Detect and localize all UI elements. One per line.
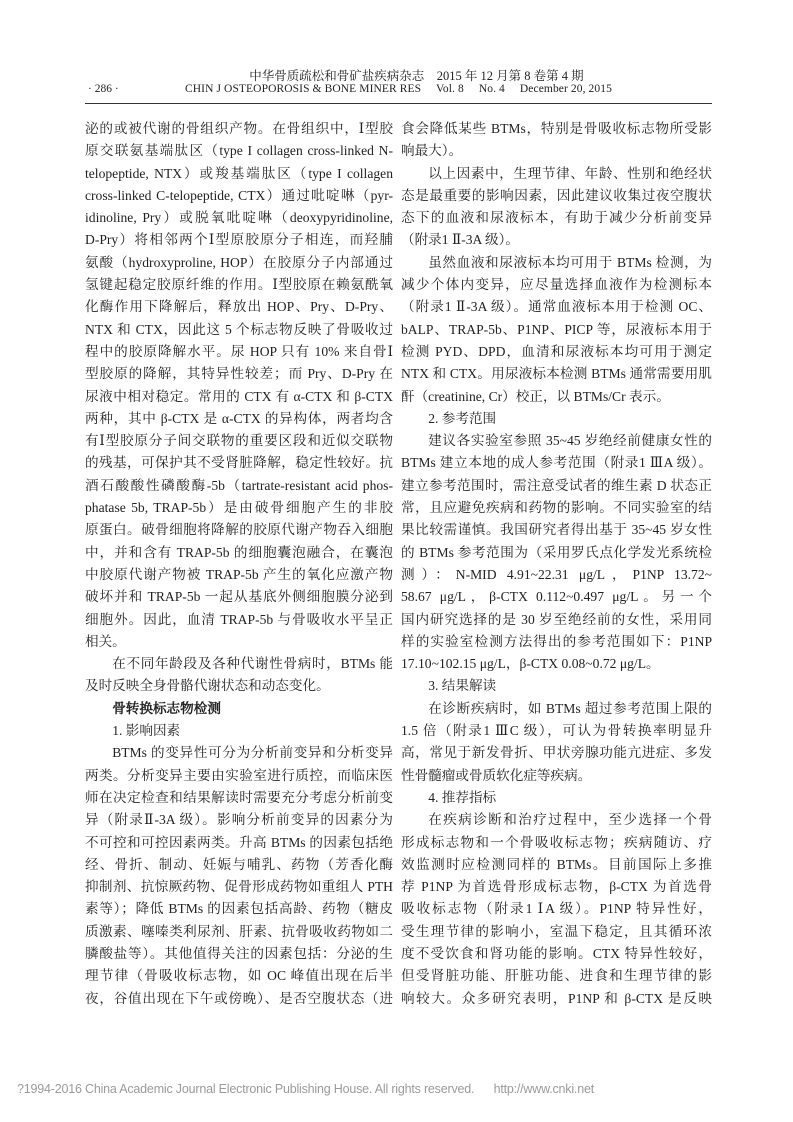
text-line: 原交联氨基端肽区（type I collagen cross-linked N- [85, 143, 393, 159]
text-line: 的 BTMs 参考范围为（采用罗氏点化学发光系统检 [401, 544, 712, 560]
text-line: 吸收标志物（附录1 ⅠA 级）。P1NP 特异性好， [401, 901, 712, 917]
text-line: NTX 和 CTX。用尿液标本检测 BTMs 通常需要用肌 [401, 366, 712, 382]
text-line: 不可控和可控因素两类。升高 BTMs 的因素包括绝 [85, 834, 393, 850]
text-line: D-Pry）将相邻两个Ⅰ型原胶原分子相连，而羟脯 [85, 232, 393, 248]
page-number: · 286 · [88, 83, 119, 95]
text-line: 中胶原代谢产物被 TRAP-5b 产生的氧化应激产物 [85, 566, 393, 582]
text-line: 响较大。众多研究表明，P1NP 和 β-CTX 是反映 [401, 990, 712, 1006]
text-line: 性骨髓瘤或骨质软化症等疾病。 [401, 767, 592, 783]
text-line: BTMs 建立本地的成人参考范围（附录1 ⅢA 级）。 [401, 455, 712, 471]
paragraph [401, 675, 712, 697]
text-line: 质激素、噻嗪类利尿剂、肝素、抗骨吸收药物如二 [85, 923, 393, 939]
text-line: 异（附录Ⅱ-3A 级）。影响分析前变异的因素分为 [85, 812, 393, 828]
text-line: 细胞外。因此，血清 TRAP-5b 与骨吸收水平呈正 [85, 611, 393, 627]
text-line: 荐 P1NP 为首选骨形成标志物，β-CTX 为首选骨 [401, 879, 712, 895]
text-line: （附录1 Ⅱ-3A 级）。 [401, 232, 519, 248]
text-line: 中，并和含有 TRAP-5b 的细胞囊泡融合，在囊泡 [85, 544, 393, 560]
text-line: cross-linked C-telopeptide, CTX）通过吡啶啉（pyr- [85, 187, 393, 203]
text-line: 原蛋白。破骨细胞将降解的胶原代谢产物吞入细胞 [85, 522, 393, 538]
text-line: （附录1 Ⅱ-3A 级）。通常血液标本用于检测 OC、 [401, 299, 712, 315]
text-line: 经、骨折、制动、妊娠与哺乳、药物（芳香化酶 [85, 856, 393, 872]
text-line: 1. 影响因素 [112, 723, 181, 739]
left-column [85, 118, 393, 1010]
text-line: 减少个体内变异，应尽量选择血液作为检测标本 [401, 277, 712, 293]
text-line: 抑制剂、抗惊厥药物、促骨形成药物如重组人 PTH [85, 879, 393, 895]
text-line: 有Ⅰ型胶原分子间交联物的重要区段和近似交联物 [85, 433, 393, 449]
text-line: 受生理节律的影响小，室温下稳定，且其循环浓 [401, 923, 712, 939]
text-line: 测）：N-MID 4.91~22.31 μg/L，P1NP 13.72~ [401, 566, 712, 582]
text-line: bALP、TRAP-5b、P1NP、PICP 等，尿液标本用于 [401, 321, 712, 337]
paragraph [85, 742, 393, 1010]
copyright-notice: ?1994-2016 China Academic Journal Electronic Publishing House. All rights reserved. [17, 1082, 475, 1096]
text-line: 果比较需谨慎。我国研究者得出基于 35~45 岁女性 [401, 522, 712, 538]
text-line: 的残基，可保护其不受肾脏降解，稳定性较好。抗 [85, 455, 393, 471]
paragraph [401, 698, 712, 787]
text-line: 两类。分析变异主要由实验室进行质控，而临床医 [85, 767, 393, 783]
text-line: 效监测时应检测同样的 BTMs。目前国际上多推 [401, 856, 712, 872]
section-heading [85, 698, 393, 720]
text-line: telopeptide, NTX）或羧基端肽区（type I collagen [85, 165, 393, 181]
text-line: 但受肾脏功能、肝脏功能、进食和生理节律的影 [401, 968, 712, 984]
text-line: 氢键起稳定胶原纤维的作用。Ⅰ型胶原在赖氨酰氧 [85, 277, 393, 293]
journal-title-en-line [185, 83, 624, 95]
text-line: 高，常见于新发骨折、甲状旁腺功能亢进症、多发 [401, 745, 712, 761]
text-line: 酐（creatinine, Cr）校正，以 BTMs/Cr 表示。 [401, 388, 670, 404]
issue: No. 4 [478, 83, 505, 95]
text-line: 氨酸（hydroxyproline, HOP）在胶原分子内部通过 [85, 254, 393, 270]
text-line: 夜，谷值出现在下午或傍晚）、是否空腹状态（进 [85, 990, 393, 1006]
paragraph [401, 430, 712, 675]
text-line: 态是最重要的影响因素，因此建议收集过夜空腹状 [401, 187, 712, 203]
text-line: 建议各实验室参照 35~45 岁绝经前健康女性的 [428, 433, 712, 449]
footer [17, 1082, 594, 1096]
text-line: 骨转换标志物检测 [112, 700, 221, 716]
text-line: 以上因素中，生理节律、年龄、性别和绝经状 [428, 165, 712, 181]
text-line: 程中的胶原降解水平。尿 HOP 只有 10% 来自骨Ⅰ [85, 343, 393, 359]
text-line: 酒石酸酸性磷酸酶-5b（tartrate-resistant acid phos- [85, 477, 393, 493]
text-line: 尿液中相对稳定。常用的 CTX 有 α-CTX 和 β-CTX [85, 388, 393, 404]
text-line: 建立参考范围时，需注意受试者的维生素 D 状态正 [401, 477, 712, 493]
text-line: idinoline, Pry）或脱氧吡啶啉（deoxypyridinoline, [85, 210, 393, 226]
text-line: 在诊断疾病时，如 BTMs 超过参考范围上限的 [428, 700, 712, 716]
text-line: 在不同年龄段及各种代谢性骨病时，BTMs 能 [112, 656, 393, 672]
journal-title-en: CHIN J OSTEOPOROSIS & BONE MINER RES [185, 83, 422, 95]
text-line: 国内研究选择的是 30 岁至绝经前的女性，采用同 [401, 611, 712, 627]
text-line: 及时反映全身骨骼代谢状态和动态变化。 [85, 678, 330, 694]
text-line: 4. 推荐指标 [428, 789, 497, 805]
paragraph [401, 118, 712, 163]
text-line: 度不受饮食和肾功能的影响。CTX 特异性较好， [401, 945, 712, 961]
text-line: 3. 结果解读 [428, 678, 497, 694]
volume: Vol. 8 [435, 83, 464, 95]
issue-date: December 20, 2015 [519, 83, 612, 95]
right-column [401, 118, 712, 1010]
text-line: 理节律（骨吸收标志物，如 OC 峰值出现在后半 [85, 968, 393, 984]
paragraph [401, 809, 712, 1010]
text-line: 虽然血液和尿液标本均可用于 BTMs 检测，为 [428, 254, 712, 270]
paragraph [401, 252, 712, 408]
text-line: 2. 参考范围 [428, 410, 497, 426]
text-line: 型胶原的降解，其特异性较差；而 Pry、D-Pry 在 [85, 366, 393, 382]
paragraph [85, 118, 393, 653]
paragraph [401, 787, 712, 809]
source-url[interactable]: http://www.cnki.net [493, 1082, 594, 1096]
text-line: 膦酸盐等）。其他值得关注的因素包括：分泌的生 [85, 945, 393, 961]
text-line: 样的实验室检测方法得出的参考范围如下：P1NP [401, 633, 712, 649]
text-line: 食会降低某些 BTMs，特别是骨吸收标志物所受影 [401, 121, 712, 136]
text-line: 两种，其中 β-CTX 是 α-CTX 的异构体，两者均含 [85, 410, 393, 426]
text-line: BTMs 的变异性可分为分析前变异和分析变异 [112, 745, 393, 761]
text-line: 58.67 μg/L，β-CTX 0.112~0.497 μg/L。另一个 [401, 589, 712, 605]
text-line: 1.5 倍（附录1 ⅢC 级），可认为骨转换率明显升 [401, 723, 712, 739]
paragraph [401, 163, 712, 252]
text-line: 形成标志物和一个骨吸收标志物；疾病随访、疗 [401, 834, 712, 850]
paragraph [401, 408, 712, 430]
journal-title-cn: 中华骨质疏松和骨矿盐疾病杂志 2015 年 12 月第 8 卷第 4 期 [249, 69, 584, 83]
text-line: 17.10~102.15 μg/L，β-CTX 0.08~0.72 μg/L。 [401, 656, 660, 672]
text-line: 相关。 [85, 633, 126, 649]
text-line: 师在决定检查和结果解读时需要充分考虑分析前变 [85, 789, 393, 805]
text-line: 响最大）。 [401, 143, 463, 159]
text-line: 泌的或被代谢的骨组织产物。在骨组织中，Ⅰ型胶 [85, 121, 393, 136]
header-rule [85, 103, 712, 104]
text-line: 化酶作用下降解后，释放出 HOP、Pry、D-Pry、 [85, 299, 393, 315]
text-line: 常，且应避免疾病和药物的影响。不同实验室的结 [401, 500, 712, 516]
text-line: 检测 PYD、DPD，血清和尿液标本均可用于测定 [401, 343, 712, 359]
text-line: 态下的血液和尿液标本，有助于减少分析前变异 [401, 210, 712, 226]
text-line: phatase 5b, TRAP-5b）是由破骨细胞产生的非胶 [85, 500, 393, 516]
text-line: 在疾病诊断和治疗过程中，至少选择一个骨 [428, 812, 712, 828]
paragraph [85, 653, 393, 698]
paragraph [85, 720, 393, 742]
text-line: 素等）；降低 BTMs 的因素包括高龄、药物（糖皮 [85, 901, 393, 917]
text-line: 破坏并和 TRAP-5b 一起从基底外侧细胞膜分泌到 [85, 589, 393, 605]
text-line: NTX 和 CTX，因此这 5 个标志物反映了骨吸收过 [85, 321, 393, 337]
